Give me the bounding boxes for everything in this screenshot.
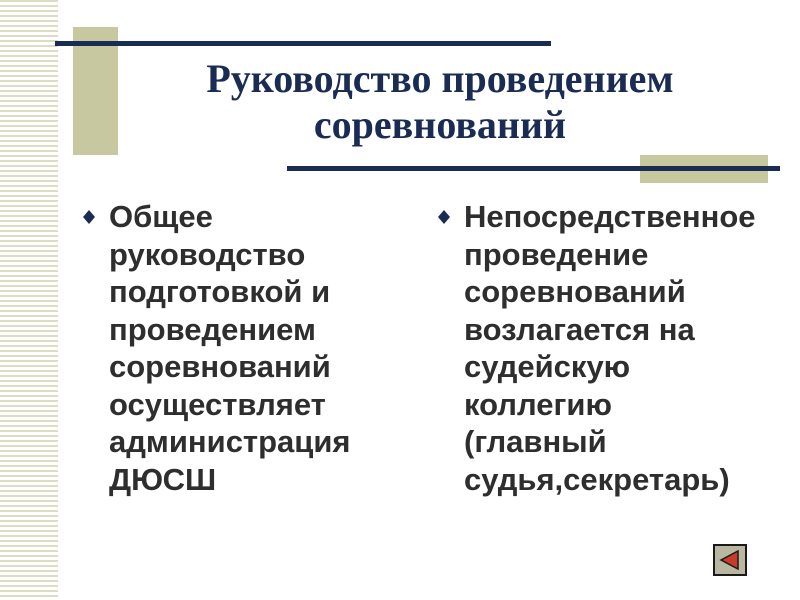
bullet-text	[109, 198, 351, 498]
bullet-line: проведение	[464, 236, 649, 272]
bullet-line: коллегию	[464, 386, 612, 422]
accent-block-top	[73, 27, 118, 155]
diamond-icon	[437, 207, 451, 227]
bullet-line: Общее	[109, 199, 213, 234]
title-rule-top	[55, 41, 551, 46]
triangle-left-icon	[718, 549, 742, 571]
back-button[interactable]	[713, 544, 747, 576]
bullet-line: Непосредственное	[464, 199, 756, 234]
bullet-line: руководство	[109, 236, 306, 272]
title-line: Руководство проведением	[206, 56, 674, 101]
bullet-line: соревнований	[464, 274, 686, 309]
title-rule-bottom	[287, 166, 780, 171]
bullet-line: судейскую	[464, 349, 631, 384]
bullet-item-right	[437, 198, 767, 498]
slide-title	[140, 56, 740, 148]
bullet-line: подготовкой и	[109, 274, 331, 309]
bullet-line: соревнований	[109, 349, 331, 384]
bullet-text	[464, 198, 756, 498]
bullet-line: судья,секретарь)	[464, 461, 730, 497]
bullet-line: проведением	[109, 311, 316, 347]
title-line: соревнований	[313, 102, 567, 147]
bullet-item-left	[82, 198, 382, 498]
diamond-icon	[82, 207, 96, 227]
bullet-line: возлагается на	[464, 311, 695, 347]
bullet-line: ДЮСШ	[109, 461, 217, 497]
bullet-line: осуществляет	[109, 386, 326, 422]
bullet-line: (главный	[464, 424, 607, 459]
decorative-stripes	[0, 0, 58, 600]
bullet-line: администрация	[109, 424, 351, 459]
